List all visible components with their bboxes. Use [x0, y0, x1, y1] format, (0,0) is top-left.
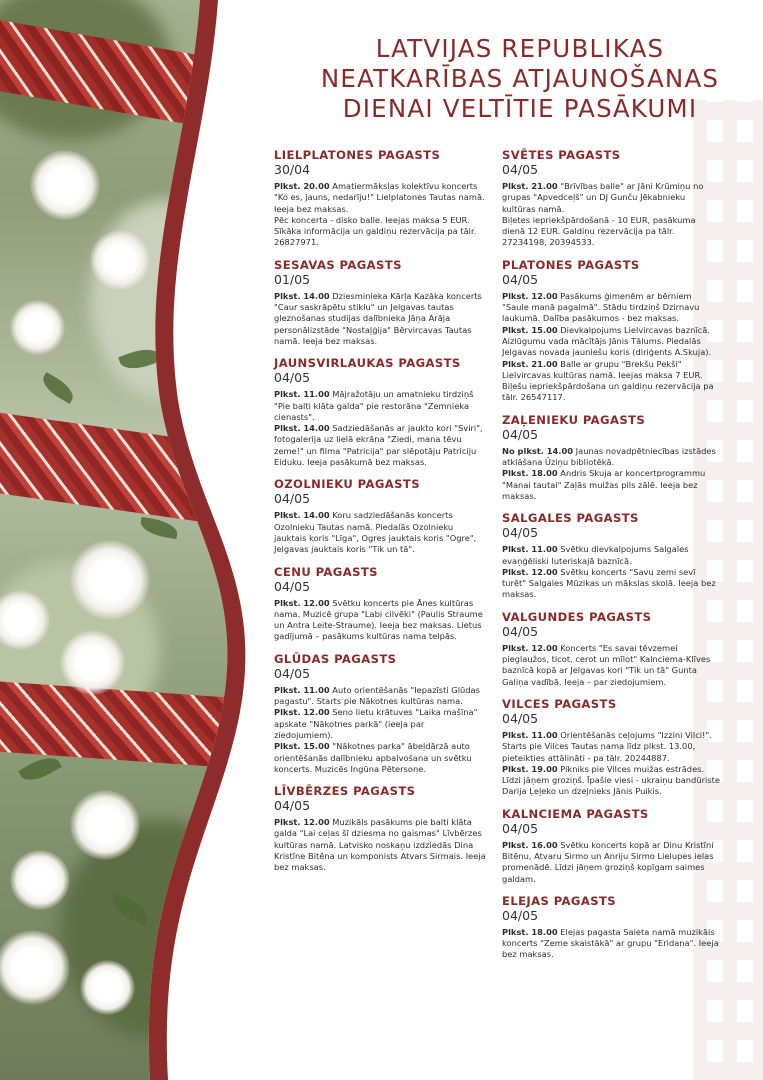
event-text: Svētku koncerts "Savu zemi sevī turēt" Salgales Mūzikas un mākslas skolā. Ieeja bez maksas. — [502, 566, 716, 600]
parish-date: 04/05 — [274, 665, 311, 681]
parish-block — [502, 807, 720, 885]
event-text: Dievkalpojums Lielvircavas baznīcā. Aizlūgumu vada mācītājs Jānis Tālums. Piedalās Jelgavas novada jauniešu koris (diriģents A.Skuja). — [502, 324, 712, 358]
parish-date: 04/05 — [274, 370, 311, 386]
parish-name: GLŪDAS PAGASTS — [274, 651, 397, 666]
event-text: Pikniks pie Vilces muižas estrādes. Līdzi jāņem groziņš. Īpašie viesi - ukraiņu bandūriste Darija Ļeļeko un dzejnieks Jānis Puikis. — [502, 763, 720, 797]
event-time: Plkst. 12.00 — [274, 597, 330, 608]
event-time: Plkst. 14.00 — [274, 290, 330, 301]
parish-name: CENU PAGASTS — [274, 564, 378, 579]
parish-name: VALGUNDES PAGASTS — [502, 609, 652, 624]
event-text: Balle ar grupu "Brekšu Pekši" Lielvircavas kultūras namā. Ieejas maksa 7 EUR. Biļešu iepriekšpārdošana un galdiņu rezervācija pa tālr. 26547117. — [502, 358, 714, 403]
event-item — [274, 685, 486, 708]
parish-name: SVĒTES PAGASTS — [502, 148, 621, 162]
event-item — [502, 215, 720, 249]
event-time: Plkst. 20.00 — [274, 181, 330, 191]
event-text: Pēc koncerta - disko balle. Ieejas maksa 5 EUR. Sīkāka informācija un galdiņu rezervācija pa tālr. 26827971. — [274, 214, 477, 248]
event-item — [274, 707, 486, 741]
parish-name: VILCES PAGASTS — [502, 696, 617, 711]
parish-name: SESAVAS PAGASTS — [274, 257, 402, 272]
event-text: Svētku dievkalpojums Salgales evaņģēliski luteriskajā baznīcā. — [502, 544, 689, 566]
event-time: Plkst. 12.00 — [502, 566, 558, 577]
parish-block — [502, 258, 720, 404]
event-item — [502, 730, 720, 764]
event-text: "Nākotnes parka" ābeļdārzā auto orientēšanās dalībnieku apbalvošana un svētku koncerts. Muzicēs Ingūna Pētersone. — [274, 741, 472, 774]
event-time: Plkst. 11.00 — [502, 729, 558, 740]
parish-block — [502, 697, 720, 798]
parish-name: OZOLNIEKU PAGASTS — [274, 477, 420, 492]
event-time: Plkst. 11.00 — [502, 544, 558, 555]
event-text: Mājražotāju un amatnieku tirdziņš "Pie balti klāta galda" pie restorāna "Zemnieka cienasts". — [274, 389, 474, 422]
event-item — [274, 291, 486, 347]
event-time: Plkst. 19.00 — [502, 763, 558, 774]
event-item — [502, 643, 720, 688]
event-text: Sadziedāšanās ar jaukto kori "Sviri", fotogalerija uz lielā ekrāna "Ziedi, mana tēvu zeme!" un filma "Patricija" par slēpotāju Patriciju Eiduku. Ieeja pasākumā bez maksas. — [274, 423, 483, 468]
parish-date: 04/05 — [502, 426, 539, 442]
parish-block — [274, 565, 486, 643]
event-time: Plkst. 15.00 — [502, 324, 558, 335]
parish-date: 04/05 — [502, 710, 539, 726]
event-time: Plkst. 12.00 — [502, 290, 558, 301]
event-item — [502, 446, 720, 469]
event-time: Plkst. 14.00 — [274, 423, 330, 434]
parish-block — [274, 784, 486, 873]
page-title: LATVIJAS REPUBLIKAS NEATKARĪBAS ATJAUNOŠANAS DIENAI VELTĪTIE PASĀKUMI — [320, 34, 720, 123]
event-text: Jaunas novadpētniecības izstādes atklāšana Ūziņu bibliotēkā. — [502, 445, 716, 468]
parish-date: 04/05 — [502, 820, 539, 836]
parish-block — [502, 413, 720, 502]
event-text: Andris Skuja ar koncertprogrammu "Manai tautai" Zaļās muižas pils zālē. Ieeja bez maksas. — [502, 468, 706, 501]
event-text: "Brīvības balle" ar Jāni Krūmiņu no grupas "Apvedceļš" un DJ Gunču Jēkabnieku kultūras namā. — [502, 181, 704, 214]
event-item — [274, 389, 486, 423]
event-text: Koncerts "Es savai tēvzemei pieglaužos, ticot, cerot un mīlot" Kalnciema-Klīves baznīcā kopā ar Jelgavas kori "Tik un tā" Gunta Galiņa vadībā. Ieeja – par ziedojumiem. — [502, 642, 711, 687]
event-item — [274, 215, 486, 249]
event-item — [274, 598, 486, 643]
event-item — [502, 291, 720, 325]
parish-date: 30/04 — [274, 162, 311, 177]
event-item — [502, 544, 720, 567]
event-time: Plkst. 18.00 — [502, 926, 558, 937]
event-time: Plkst. 12.00 — [502, 642, 558, 653]
event-item — [502, 468, 720, 502]
event-time: Plkst. 18.00 — [502, 468, 558, 479]
parish-name: ZAĻENIEKU PAGASTS — [502, 412, 646, 427]
right-column — [502, 148, 720, 970]
parish-name: JAUNSVIRLAUKAS PAGASTS — [274, 356, 461, 371]
event-text: Elejas pagasta Saieta namā muzikāls koncerts "Zeme skaistākā" ar grupu "Eridana". Ieeja bez maksas. — [502, 926, 719, 960]
parish-date: 04/05 — [502, 525, 539, 541]
event-time: Plkst. 15.00 — [274, 741, 330, 752]
event-text: Pasākums ģimenēm ar bērniem "Saule manā pagalmā". Stādu tirdziņš Dzirnavu laukumā. Dalība pasākumos - bez maksas. — [502, 290, 700, 324]
parish-date: 04/05 — [502, 907, 539, 923]
event-item — [274, 510, 486, 555]
event-text: Seno lietu krātuves "Laika mašīna" apskate "Nākotnes parkā" (ieeja par ziedojumiem). — [274, 707, 478, 740]
parish-name: ELEJAS PAGASTS — [502, 893, 617, 908]
event-item — [274, 741, 486, 775]
event-text: Dziesminieka Kārļa Kazāka koncerts "Caur saskrāpētu stiklu" un Jelgavas tautas gleznošanas studijas dalībnieka Jāņa Arāja personālizstāde "Nostaļģija" Bērvircavas Tautas namā. Ieeja bez maksas. — [274, 290, 482, 346]
parish-name: PLATONES PAGASTS — [502, 257, 640, 272]
event-item — [274, 817, 486, 873]
parish-name: LĪVBĒRZES PAGASTS — [274, 784, 416, 799]
parish-block — [502, 894, 720, 961]
event-text: Svētku koncerts pie Ānes kultūras nama. Muzicē grupa "Labi cilvēki" (Paulis Straume un Antra Leite-Straume). Ieeja bez maksas. Lietus gadījumā – pasākums kultūras nama telpās. — [274, 597, 483, 642]
parish-block — [274, 356, 486, 468]
parish-block — [502, 148, 720, 249]
parish-date: 04/05 — [502, 271, 539, 287]
event-item — [502, 840, 720, 885]
event-time: Plkst. 21.00 — [502, 358, 558, 369]
event-text: Svētku koncerts kopā ar Dinu Kristīni Bitēnu, Atvaru Sirmo un Anriju Sirmo Lielupes ielas promenādē. Līdzi jāņem groziņš kopīgam saimes galdam. — [502, 839, 714, 884]
event-text: Auto orientēšanās "Iepazīsti Glūdas pagastu". Starts pie Nākotnes kultūras nama. — [274, 684, 480, 707]
parish-block — [502, 511, 720, 600]
event-time: Plkst. 21.00 — [502, 181, 558, 191]
event-item — [502, 181, 720, 215]
event-time: Plkst. 12.00 — [274, 817, 330, 828]
event-time: Plkst. 11.00 — [274, 389, 330, 400]
parish-date: 04/05 — [274, 491, 311, 507]
parish-date: 04/05 — [502, 623, 539, 639]
wave-divider — [0, 0, 300, 1080]
parish-block — [274, 652, 486, 775]
event-text: Biļetes iepriekšpārdošanā - 10 EUR, pasākuma dienā 12 EUR. Galdiņu rezervācija pa tālr. 27234198, 20394533. — [502, 214, 696, 248]
parish-date: 04/05 — [274, 798, 311, 814]
event-item — [502, 927, 720, 961]
parish-block — [274, 258, 486, 347]
event-item — [274, 181, 486, 215]
event-item — [502, 325, 720, 359]
parish-name: SALGALES PAGASTS — [502, 511, 639, 526]
event-text: Koru sadziedāšanās koncerts Ozolnieku Tautas namā. Piedalās Ozolnieku jauktais koris "Līga", Ogres jauktais koris "Ogre", Jelgavas jauktais koris "Tik un tā". — [274, 510, 477, 555]
event-text: Amatiermākslas kolektīvu koncerts "Ko es, jauns, nedarīju!" Lielplatones Tautas namā. Ieeja bez maksas. — [274, 181, 485, 214]
event-time: Plkst. 16.00 — [502, 839, 558, 850]
event-item — [502, 359, 720, 404]
event-text: Orientēšanās ceļojums "Izzini Vilci!". Starts pie Vilces Tautas nama līdz plkst. 13.00, pieteikties attālināti - pa tālr. 20244887. — [502, 729, 712, 763]
parish-date: 04/05 — [274, 578, 311, 594]
parish-date: 01/05 — [274, 271, 311, 287]
parish-name: LIELPLATONES PAGASTS — [274, 148, 441, 162]
event-text: Muzikāls pasākums pie balti klāta galda "Lai ceļas šī dziesma no gaismas" Līvbērzes kultūras namā. Latvisko noskaņu izdziedās Dina Kristīne Bitēna un komponists Atvars Sirmais. Ieeja bez maksas. — [274, 817, 486, 873]
parish-block — [274, 477, 486, 555]
event-item — [274, 423, 486, 468]
event-time: No plkst. 14.00 — [502, 445, 574, 456]
event-time: Plkst. 11.00 — [274, 684, 330, 695]
event-item — [502, 567, 720, 601]
event-time: Plkst. 12.00 — [274, 707, 330, 718]
parish-date: 04/05 — [502, 162, 539, 177]
event-item — [502, 764, 720, 798]
parish-name: KALNCIEMA PAGASTS — [502, 806, 649, 821]
left-column — [274, 148, 486, 883]
parish-block — [274, 148, 486, 249]
parish-block — [502, 610, 720, 688]
event-time: Plkst. 14.00 — [274, 510, 330, 521]
